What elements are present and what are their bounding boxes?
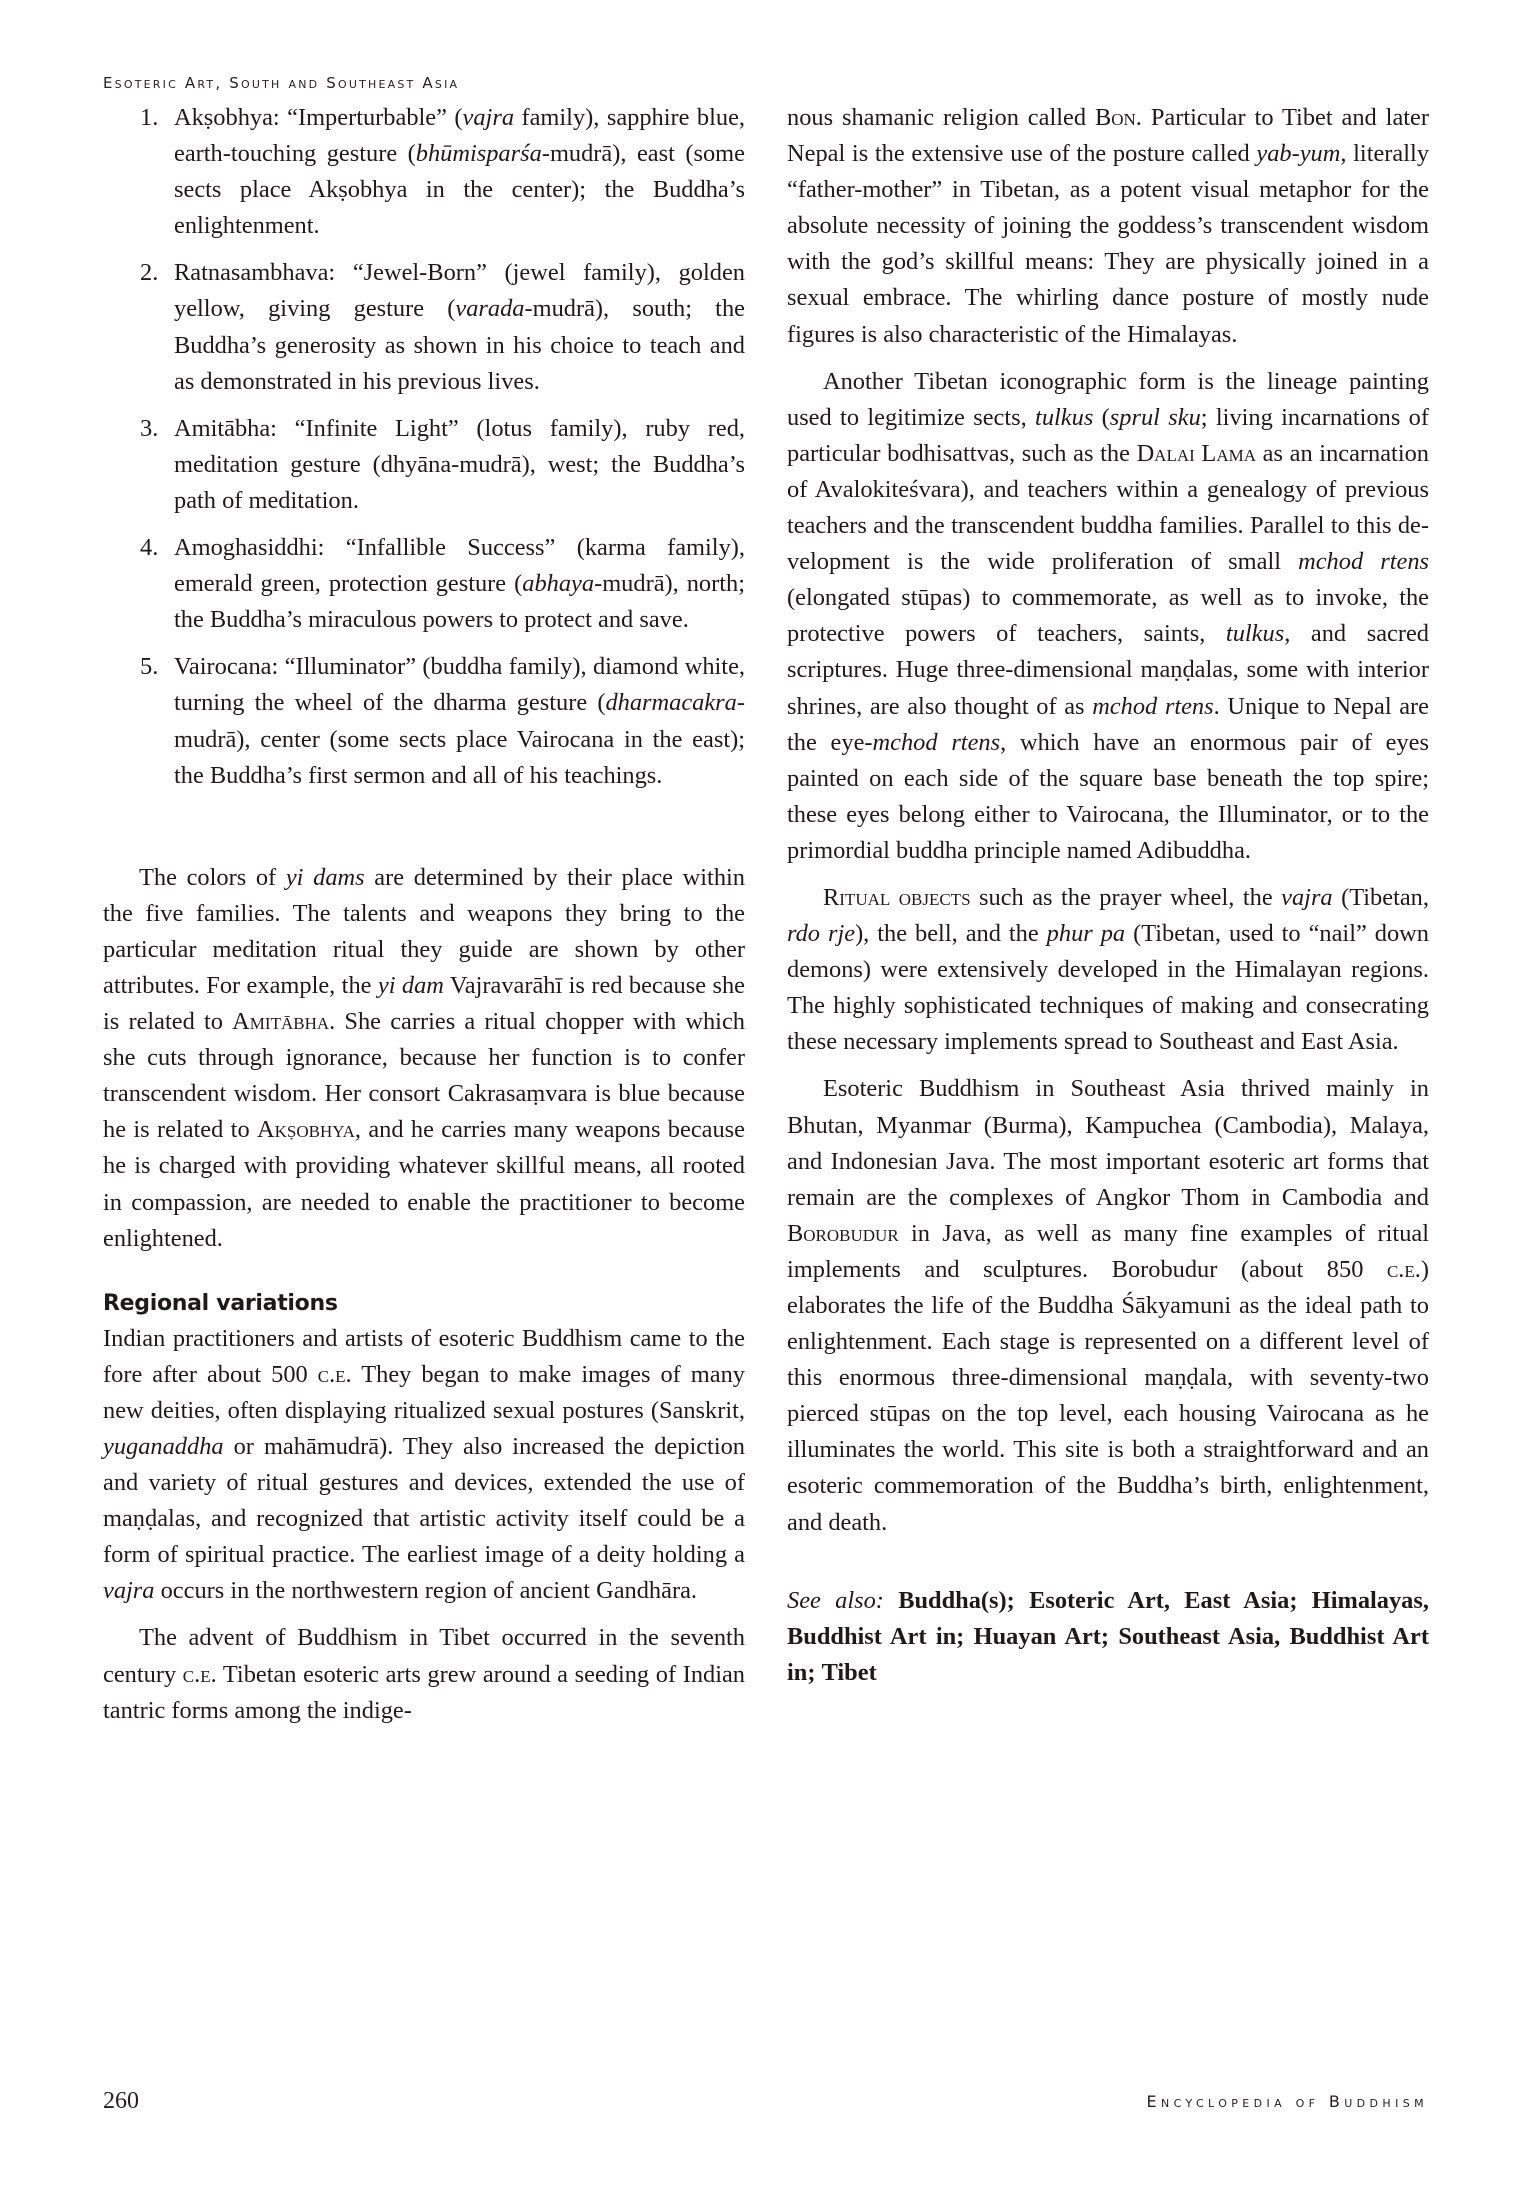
list-number: 2. [140, 259, 159, 287]
body-paragraph [103, 1620, 745, 1728]
see-also-link[interactable]: Himalayas, Buddhist Art in; [787, 1586, 1429, 1650]
italic-term: vajra [462, 104, 515, 131]
body-paragraph [103, 860, 745, 1257]
text-run: Ratnasambhava: “Jewel-Born” (jewel family), golden yellow, giving gesture ( [174, 259, 745, 323]
see-also [787, 1583, 1429, 1691]
text-run: in Java, as well as many fine examples of ritual implements and sculptures. Borobudur (about 850 [787, 1219, 1429, 1283]
italic-term: mchod rtens [1298, 548, 1430, 576]
text-run: -mudrā), south; the Buddha’s generosity as shown in his choice to teach and as demonstrated in his previous lives. [174, 295, 745, 395]
five-buddhas-list [103, 100, 745, 794]
text-run: Amoghasiddhi: “Infallible Success” (karma family), emerald green, protection gesture ( [174, 534, 745, 598]
text-run: ( [1093, 403, 1110, 431]
right-paragraphs [787, 100, 1429, 1541]
text-run: Esoteric Buddhism in Southeast Asia thrived mainly in Bhutan, Myanmar (Burma), Kampuchea (Cambodia), Malaya, and Indonesian Java. The most important esoteric art forms that remain are the complexes of Angkor Thom in Cambodia and [787, 1075, 1429, 1211]
see-also-link[interactable]: Tibet [821, 1658, 877, 1686]
text-run: or mahāmudrā). They also increased the depiction and variety of ritual gestures and devices, extended the use of maṇḍalas, and recognized that artistic activity itself could be a form of spiritual practice. The earliest image of a deity holding a [103, 1433, 745, 1569]
body-paragraph [787, 1071, 1429, 1540]
cross-reference: c.e. [1386, 1255, 1421, 1283]
italic-term: tulkus [1225, 620, 1285, 648]
list-item [103, 100, 745, 244]
book-title: Encyclopedia of Buddhism [1146, 2092, 1428, 2111]
text-run: , and sacred scriptures. Huge three-dimensional maṇḍalas, some with interior shrines, are also thought of as [787, 620, 1429, 720]
list-spacer [103, 805, 745, 860]
running-head: Esoteric Art, South and Southeast Asia [103, 74, 460, 92]
cross-reference: Borobudur [787, 1219, 899, 1247]
text-run: mudrā), east (some sects place Akṣobhya in the center); the Buddha’s enlightenment. [174, 140, 745, 240]
body-paragraph [787, 364, 1429, 869]
text-run: They began to make images of many new deities, often displaying ritualized sexual postures (Sanskrit, [103, 1360, 745, 1424]
cross-reference: Amitābha [232, 1008, 330, 1036]
page-number: 260 [103, 2088, 139, 2114]
italic-term: dharmacakra [605, 689, 737, 717]
text-run: occurs in the northwestern region of ancient Gandhāra. [154, 1577, 697, 1605]
list-item [103, 649, 745, 793]
cross-reference: Bon [1094, 104, 1136, 131]
list-item [103, 255, 745, 399]
italic-term: yab-yum [1256, 140, 1341, 168]
text-run: . She carries a ritual chopper with which she cuts through ignorance, because her function is to confer transcendent wisdom. Her consort Cakrasaṃvara is blue because he is related to [103, 1008, 745, 1144]
see-also-link[interactable]: Huayan Art; [973, 1622, 1110, 1650]
cross-reference: c.e. [182, 1660, 217, 1688]
italic-term: yuganaddha [103, 1433, 224, 1460]
text-run: , which have an enormous pair of eyes painted on each side of the square base beneath the top spire; these eyes belong either to Vairocana, the Illuminator, or to the primordial buddha principle named Adibuddha. [787, 728, 1429, 864]
cross-reference: Ritual objects [823, 883, 971, 911]
see-also-links [787, 1587, 1429, 1686]
text-run: ), the bell, and the [855, 920, 1047, 948]
list-number: 4. [140, 534, 159, 562]
regional-paragraphs [103, 1321, 745, 1729]
list-item [103, 411, 745, 519]
text-run: Amitābha: “Infinite Light” (lotus family), ruby red, meditation gesture (dhyāna-mudrā), west; the Buddha’s path of meditation. [174, 414, 745, 514]
text-run: Another Tibetan iconographic form is the lineage painting used to legitimize sects, [787, 367, 1429, 431]
left-column [103, 100, 745, 1729]
text-run: Indian practitioners and artists of esoteric Buddhism came to the fore after about 500 [103, 1324, 745, 1388]
text-run: , and he carries many weapons because he is charged with providing whatever skillful means, all rooted in compassion, are needed to enable the practitioner to become enlightened. [103, 1116, 745, 1252]
body-paragraph [787, 880, 1429, 1060]
cross-reference: Dalai Lama [1136, 439, 1256, 467]
body-paragraph [787, 100, 1429, 353]
list-number: 1. [140, 104, 159, 131]
text-run: Vajravarāhī is red because she is related to [103, 971, 745, 1036]
text-run: such as the prayer wheel, the [970, 883, 1282, 911]
see-also-link[interactable]: Buddha(s); [898, 1586, 1015, 1614]
italic-term: mchod rtens [1092, 692, 1214, 720]
text-run: The advent of Buddhism in Tibet occurred in the seventh century [103, 1624, 745, 1688]
text-run: . Particular to Tibet and later Nepal is the extensive use of the posture called [787, 104, 1429, 168]
text-run: as an incarnation of Avalokiteśvara), and teachers within a genealogy of previous teachers and the transcendent buddha families. Parallel to this development is the wide proliferation of small [787, 439, 1429, 576]
text-run: Tibetan esoteric arts grew around a seeding of Indian tantric forms among the indige- [103, 1660, 746, 1724]
text-run: -mudrā), center (some sects place Vairocana in the east); the Buddha’s first sermon and all of his teachings. [174, 689, 745, 789]
italic-term: vajra [1281, 883, 1333, 911]
text-run: are determined by their place within the five families. The talents and weapons they bring to the particular meditation ritual they guide are shown by other attributes. For example, the [103, 863, 746, 999]
text-run: (Tibetan, [1332, 883, 1429, 911]
italic-term: abhaya- [522, 570, 603, 598]
text-run: The colors of [139, 863, 286, 891]
cross-reference: Akṣobhya [256, 1116, 355, 1144]
text-run: nous shamanic religion called [787, 104, 1095, 131]
italic-term: yi dams [285, 863, 365, 891]
list-item [103, 530, 745, 638]
text-run: (Tibetan, used to “nail” down demons) were extensively developed in the Himalayan regions. The highly sophisticated techniques of making and consecrating these necessary implements spread to Southeast and East Asia. [787, 920, 1429, 1056]
list-number: 3. [140, 414, 159, 442]
text-run: . Unique to Nepal are the eye- [787, 692, 1430, 756]
text-run: (elongated stūpas) to commemorate, as well as to invoke, the protective powers of teachers, saints, [787, 584, 1429, 648]
cross-reference: c.e. [317, 1360, 352, 1388]
text-run: ; living incarnations of particular bodhisattvas, such as the [787, 403, 1429, 467]
see-also-label: See also: [787, 1586, 884, 1614]
italic-term: bhūmisparśa- [415, 140, 550, 168]
text-run: , literally “father-mother” in Tibetan, as a potent visual metaphor for the absolute necessity of joining the goddess’s transcendent wisdom with the god’s skillful means: They are physically joined in a sexual embrace. The whirling dance posture of mostly nude figures is also characteristic of the Himalayas. [787, 140, 1430, 348]
see-also-link[interactable]: Esoteric Art, East Asia; [1029, 1586, 1298, 1614]
italic-term: tulkus [1035, 403, 1094, 431]
text-run: family), sapphire blue, earth-touching gesture ( [174, 104, 745, 168]
list-number: 5. [140, 653, 159, 681]
body-paragraph [103, 1321, 745, 1610]
text-run: mudrā), north; the Buddha’s miraculous powers to protect and save. [174, 570, 745, 634]
yidam-paragraphs [103, 860, 745, 1257]
section-heading-regional-variations: Regional variations [103, 1290, 338, 1316]
italic-term: phur pa [1046, 920, 1126, 948]
italic-term: yi dam [377, 971, 444, 999]
text-run: Vairocana: “Illuminator” (buddha family), diamond white, turning the wheel of the dharma gesture ( [174, 653, 745, 717]
italic-term: varada [455, 295, 525, 323]
italic-term: mchod rtens [872, 728, 1001, 756]
italic-term: sprul sku [1109, 403, 1201, 431]
text-run: Akṣobhya: “Imperturbable” ( [174, 104, 463, 131]
italic-term: rdo rje [787, 920, 856, 948]
italic-term: vajra [103, 1577, 155, 1605]
text-run: ) elaborates the life of the Buddha Śākyamuni as the ideal path to enlightenment. Each stage is represented on a different level of this enormous three-dimensional maṇḍala, with seventy-two pierced stūpas on the top level, each housing Vairocana as he illuminates the world. This site is both a straightforward and an esoteric commemoration of the Buddha’s birth, enlightenment, and death. [787, 1255, 1429, 1536]
see-also-link[interactable]: Southeast Asia, Buddhist Art in; [787, 1622, 1429, 1686]
right-column [787, 100, 1429, 1691]
